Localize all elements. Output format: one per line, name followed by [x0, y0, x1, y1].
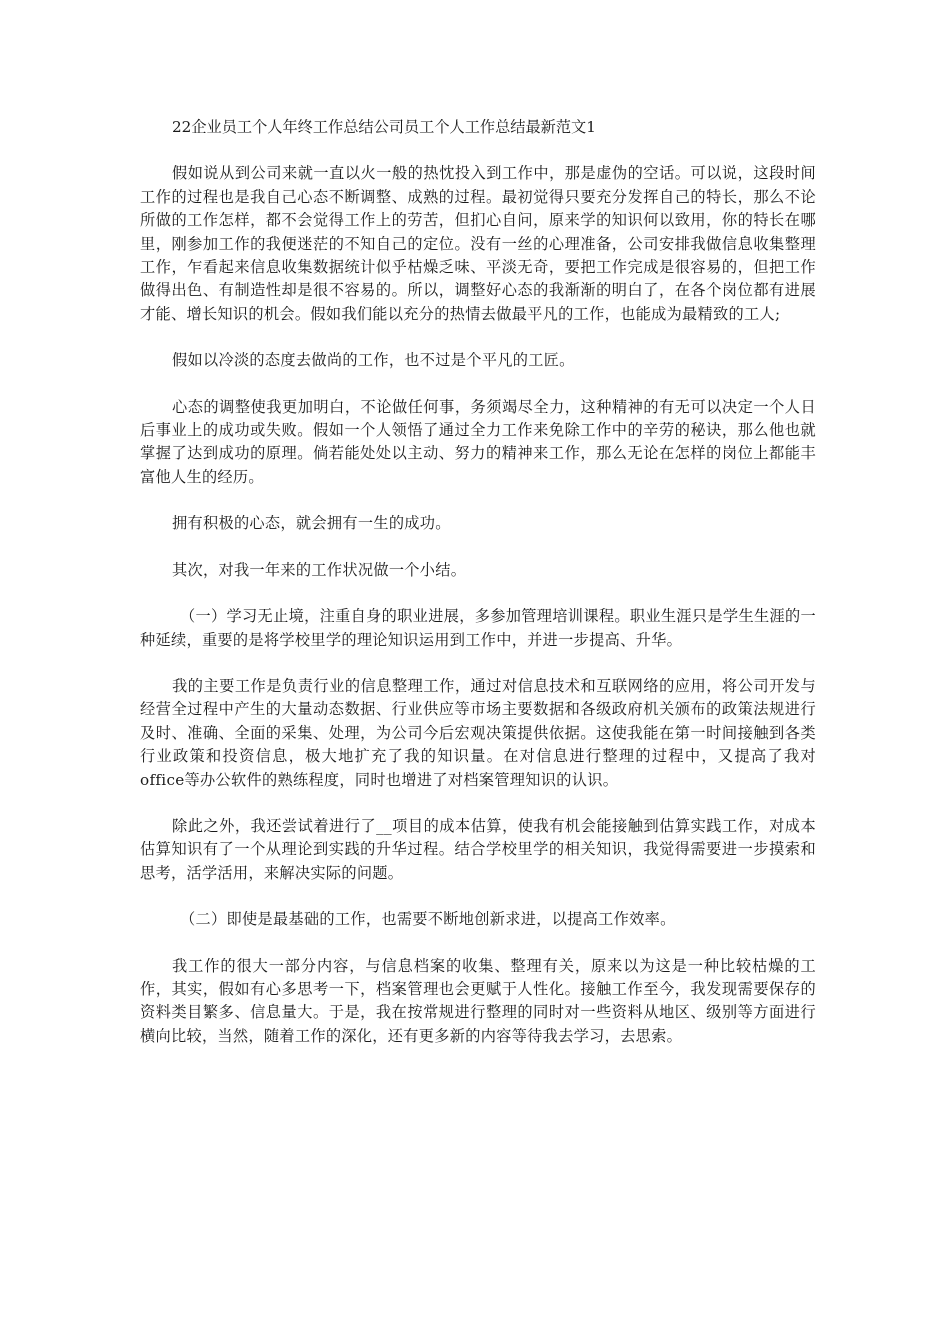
paragraph-6: （一）学习无止境，注重自身的职业进展，多参加管理培训课程。职业生涯只是学生生涯的一种延续，重要的是将学校里学的理论知识运用到工作中，并进一步提高、升华。 [140, 607, 816, 649]
paragraph-8: 除此之外，我还尝试着进行了__项目的成本估算，使我有机会能接触到估算实践工作，对成本估算知识有了一个从理论到实践的升华过程。结合学校里学的相关知识，我觉得需要进一步摸索和思考，活学活用，来解决实际的问题。 [140, 816, 816, 882]
document-title: 22企业员工个人年终工作总结公司员工个人工作总结最新范文1 [172, 118, 596, 136]
paragraph-3: 心态的调整使我更加明白，不论做任何事，务须竭尽全力，这种精神的有无可以决定一个人日后事业上的成功或失败。假如一个人领悟了通过全力工作来免除工作中的辛劳的秘诀，那么他也就掌握了达到成功的原理。倘若能处处以主动、努力的精神来工作，那么无论在怎样的岗位上都能丰富他人生的经历。 [140, 397, 816, 486]
paragraph-10: 我工作的很大一部分内容，与信息档案的收集、整理有关，原来以为这是一种比较枯燥的工作，其实，假如有心多思考一下，档案管理也会更赋于人性化。接触工作至今，我发现需要保存的资料类目繁多、信息量大。于是，我在按常规进行整理的同时对一些资料从地区、级别等方面进行横向比较，当然，随着工作的深化，还有更多新的内容等待我去学习，去思索。 [140, 956, 816, 1045]
paragraph-2: 假如以冷淡的态度去做尚的工作，也不过是个平凡的工匠。 [172, 351, 575, 370]
paragraph-1: 假如说从到公司来就一直以火一般的热忱投入到工作中，那是虚伪的空话。可以说，这段时间工作的过程也是我自己心态不断调整、成熟的过程。最初觉得只要充分发挥自己的特长，那么不论所做的工作怎样，都不会觉得工作上的劳苦，但扪心自问，原来学的知识何以致用，你的特长在哪里，刚参加工作的我便迷茫的不知自己的定位。没有一丝的心理准备，公司安排我做信息收集整理工作，乍看起来信息收集数据统计似乎枯燥乏味、平淡无奇，要把工作完成是很容易的，但把工作做得出色、有制造性却是很不容易的。所以，调整好心态的我渐渐的明白了，在各个岗位都有进展才能、增长知识的机会。假如我们能以充分的热情去做最平凡的工作，也能成为最精致的工人; [140, 164, 816, 323]
paragraph-4: 拥有积极的心态，就会拥有一生的成功。 [172, 514, 451, 533]
document-page [140, 116, 816, 1071]
paragraph-5: 其次，对我一年来的工作状况做一个小结。 [172, 560, 467, 579]
paragraph-9: （二）即使是最基础的工作，也需要不断地创新求进，以提高工作效率。 [180, 910, 676, 929]
paragraph-7: 我的主要工作是负责行业的信息整理工作，通过对信息技术和互联网络的应用，将公司开发与经营全过程中产生的大量动态数据、行业供应等市场主要数据和各级政府机关颁布的政策法规进行及时、准确、全面的采集、处理，为公司今后宏观决策提供依据。这使我能在第一时间接触到各类行业政策和投资信息，极大地扩充了我的知识量。在对信息进行整理的过程中，又提高了我对office等办公软件的熟练程度，同时也增进了对档案管理知识的认识。 [140, 676, 816, 789]
